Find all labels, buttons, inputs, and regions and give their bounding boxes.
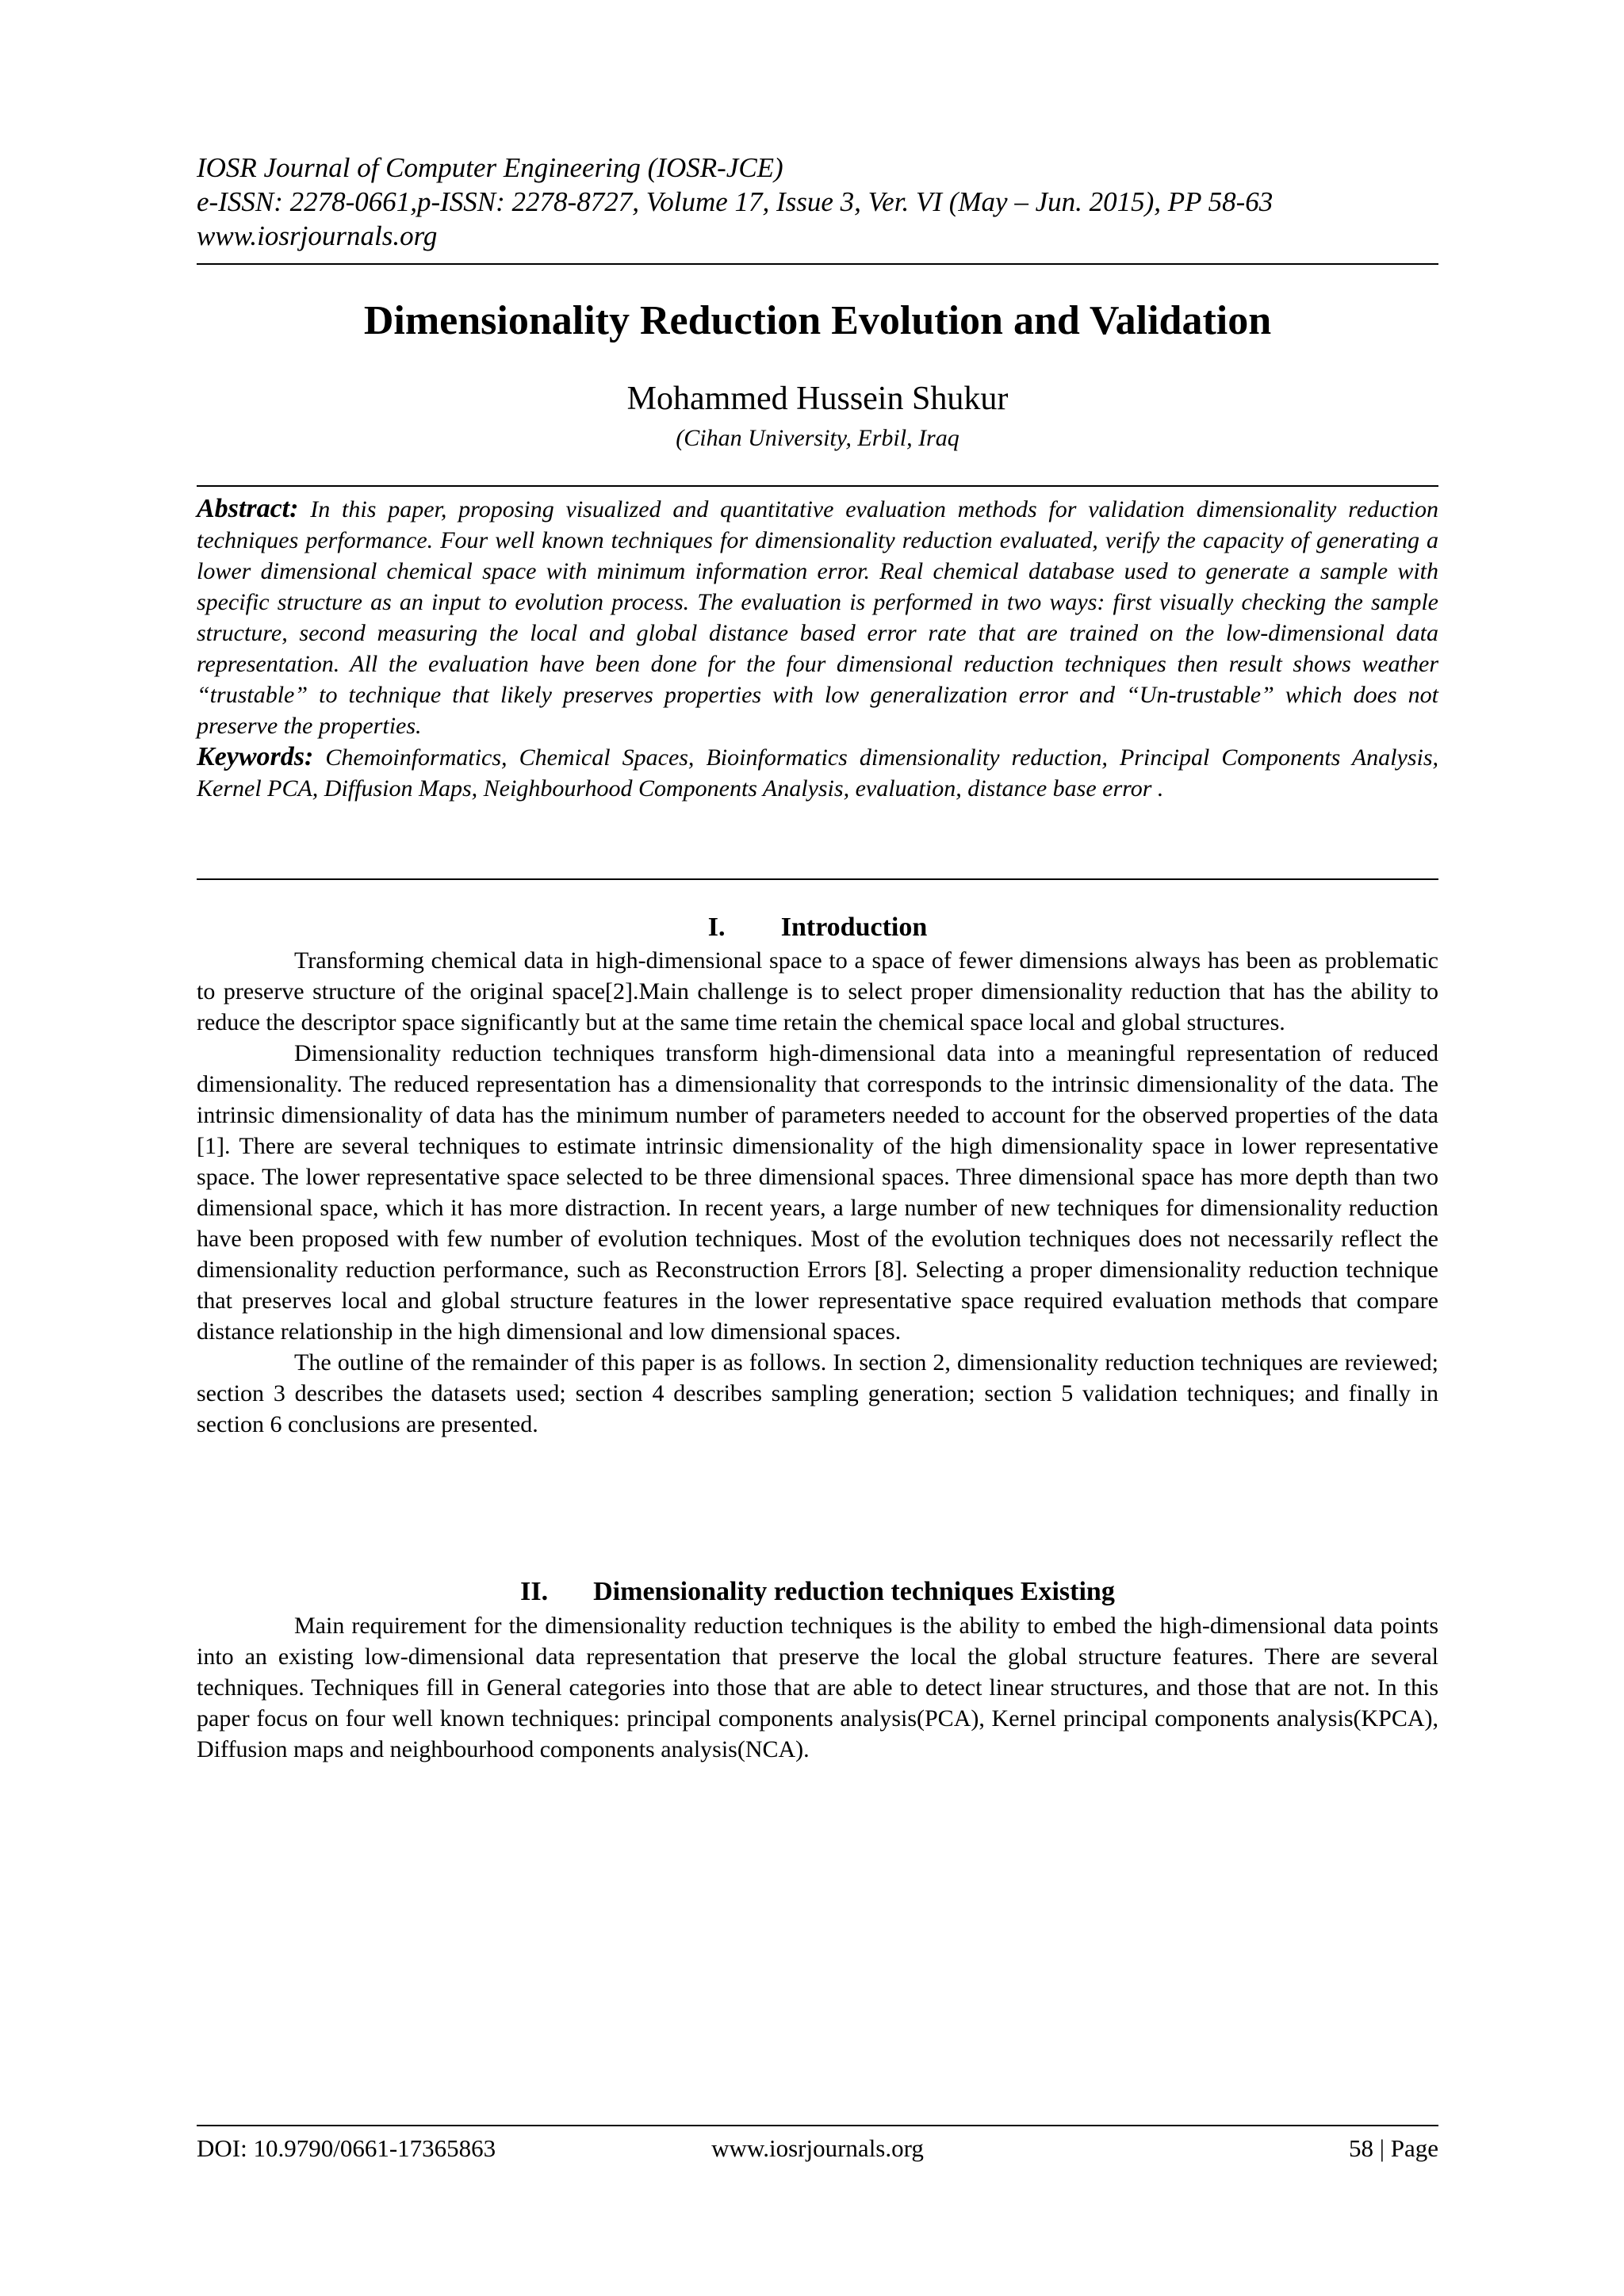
- keywords: [197, 741, 1438, 804]
- paragraph: Dimensionality reduction techniques transform high-dimensional data into a meaningful representation of reduced dimensionality. The reduced representation has a dimensionality that corresponds to the intrinsic dimensionality of the data. The intrinsic dimensionality of data has the minimum number of parameters needed to account for the observed properties of the data [1]. There are several techniques to estimate intrinsic dimensionality of the high dimensionality space in lower representative space. The lower representative space selected to be three dimensional spaces. Three dimensional space has more depth than two dimensional space, which it has more distraction. In recent years, a large number of new techniques for dimensionality reduction have been proposed with few number of evolution techniques. Most of the evolution techniques does not necessarily reflect the dimensionality reduction performance, such as Reconstruction Errors [8]. Selecting a proper dimensionality reduction technique that preserves local and global structure features in the lower representative space required evaluation methods that compare distance relationship in the high dimensional and low dimensional spaces.: [197, 1040, 1438, 1345]
- paragraph: The outline of the remainder of this paper is as follows. In section 2, dimensionality reduction techniques are reviewed; section 3 describes the datasets used; section 4 describes sampling generation; section 5 validation techniques; and finally in section 6 conclusions are presented.: [197, 1349, 1438, 1437]
- section-number: I.: [707, 913, 726, 942]
- issn-line: e-ISSN: 2278-0661,p-ISSN: 2278-8727, Volume 17, Issue 3, Ver. VI (May – Jun. 2015), PP 58-63: [197, 186, 1274, 217]
- paragraph: Main requirement for the dimensionality reduction techniques is the ability to embed the high-dimensional data points into an existing low-dimensional data representation that preserve the local the global structure features. There are several techniques. Techniques fill in General categories into those that are able to detect linear structures, and those that are not. In this paper focus on four well known techniques: principal components analysis(PCA), Kernel principal components analysis(KPCA), Diffusion maps and neighbourhood components analysis(NCA).: [197, 1613, 1438, 1762]
- journal-header: [197, 151, 1438, 253]
- journal-name: IOSR Journal of Computer Engineering (IOSR-JCE): [197, 152, 783, 183]
- footer-doi: DOI: 10.9790/0661-17365863: [197, 2134, 496, 2162]
- section-title: Introduction: [780, 913, 928, 942]
- section-title: Dimensionality reduction techniques Existing: [593, 1577, 1115, 1606]
- section-body-introduction: [197, 945, 1438, 1440]
- section-body-dimensionality-reduction: [197, 1610, 1438, 1765]
- section-heading-introduction: [197, 910, 1438, 945]
- section-heading-dimensionality-reduction: [197, 1575, 1438, 1609]
- abstract-bottom-rule: [197, 878, 1438, 880]
- abstract-text: In this paper, proposing visualized and quantitative evaluation methods for validation dimensionality reduction techniques performance. Four well known techniques for dimensionality reduction evaluated, verify the capacity of generating a lower dimensional chemical space with minimum information error. Real chemical database used to generate a sample with specific structure as an input to evolution process. The evaluation is performed in two ways: first visually checking the sample structure, second measuring the local and global distance based error rate that are trained on the low-dimensional data representation. All the evaluation have been done for the four dimensional reduction techniques then result shows weather “trustable” to technique that likely preserves properties with low generalization error and “Un-trustable” which does not preserve the properties.: [197, 496, 1439, 739]
- header-rule: [197, 263, 1438, 265]
- page-footer: [197, 2133, 1438, 2164]
- paragraph: Transforming chemical data in high-dimensional space to a space of fewer dimensions always has been as problematic to preserve structure of the original space[2].Main challenge is to select proper dimensionality reduction that has the ability to reduce the descriptor space significantly but at the same time retain the chemical space local and global structures.: [197, 947, 1438, 1035]
- abstract-block: [197, 493, 1438, 804]
- journal-website: www.iosrjournals.org: [197, 220, 438, 251]
- footer-page-number: 58 | Page: [1349, 2134, 1438, 2162]
- abstract-label: Abstract:: [197, 494, 299, 523]
- keywords-label: Keywords:: [197, 742, 314, 771]
- paper-title: Dimensionality Reduction Evolution and Validation: [363, 298, 1272, 343]
- keywords-text: Chemoinformatics, Chemical Spaces, Bioinformatics dimensionality reduction, Principal Components Analysis, Kernel PCA, Diffusion Maps, Neighbourhood Components Analysis, evaluation, distance base error .: [197, 744, 1439, 802]
- section-number: II.: [520, 1577, 549, 1606]
- abstract: [197, 493, 1438, 741]
- author-affiliation: (Cihan University, Erbil, Iraq: [676, 425, 959, 451]
- footer-website: www.iosrjournals.org: [711, 2134, 924, 2162]
- author-name: Mohammed Hussein Shukur: [626, 381, 1009, 417]
- abstract-top-rule: [197, 485, 1438, 487]
- footer-rule: [197, 2125, 1438, 2126]
- paper-page: [197, 0, 1438, 2296]
